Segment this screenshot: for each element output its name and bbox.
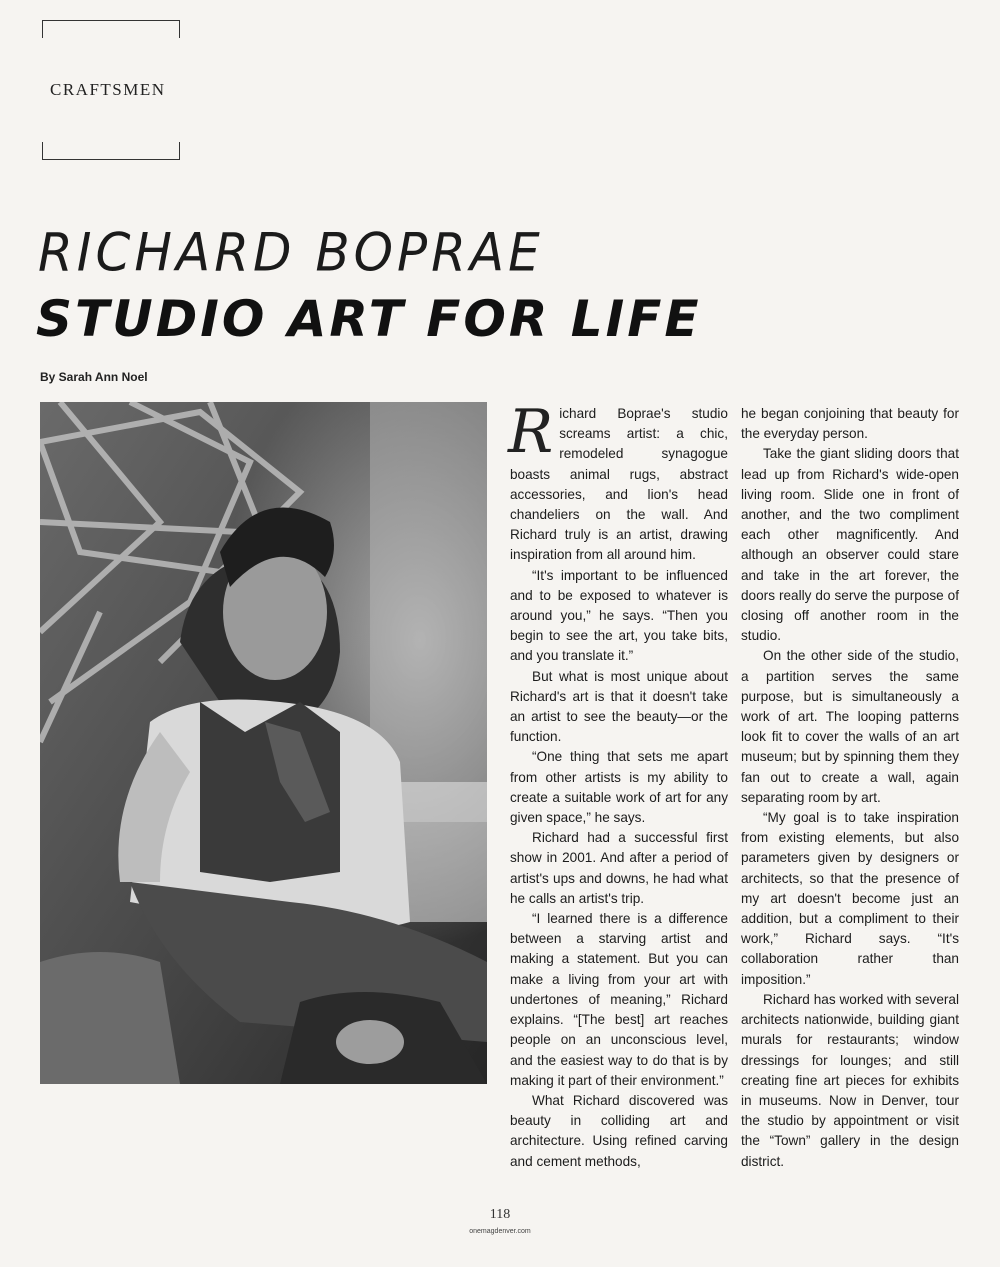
article-column-2	[741, 404, 959, 1172]
article-paragraph: “My goal is to take inspiration from existing elements, but also parameters given by designers or architects, so that the presence of my art doesn't become just an addition, but a compliment to their work,” Richard says. “It's collaboration rather than imposition.”	[741, 810, 959, 987]
website-url: onemagdenver.com	[469, 1228, 531, 1235]
article-paragraph: Richard has worked with several architects nationwide, building giant murals for restaurants; window dressings for lounges; and still creating fine art pieces for exhibits in museums. Now in Denver, tour the studio by appointment or visit the “Town” gallery in the design district.	[741, 991, 959, 1169]
article-paragraph: “It's important to be influenced and to be exposed to whatever is around you,” he says. “Then you begin to see the art, you take bits, and you translate it.”	[510, 567, 728, 664]
section-box	[42, 20, 180, 160]
article-paragraph: he began conjoining that beauty for the everyday person.	[741, 406, 959, 442]
page-number: 118	[489, 1207, 511, 1222]
article-paragraph: Richard had a successful first show in 2001. And after a period of artist's ups and downs, he had what he calls an artist's trip.	[510, 830, 728, 906]
article-paragraph: “One thing that sets me apart from other artists is my ability to create a suitable work of art for any given space,” he says.	[510, 749, 728, 826]
article-column-1	[508, 397, 728, 1172]
headline-subtitle: STUDIO ART FOR LIFE	[36, 290, 702, 348]
article-paragraph: What Richard discovered was beauty in colliding art and architecture. Using refined carving and cement methods,	[510, 1092, 728, 1169]
article-paragraph: “I learned there is a difference between a starving artist and making a statement. But you can make a living from your art with undertones of meaning,” Richard explains. “[The best] art reaches people on an unconscious level, and the easiest way to do that is by making it part of their environment.”	[510, 911, 728, 1088]
article-paragraph: But what is most unique about Richard's art is that it doesn't take an artist to see the beauty—or the function.	[510, 668, 728, 745]
section-label: CRAFTSMEN	[50, 80, 166, 99]
article-paragraph: Take the giant sliding doors that lead up from Richard's wide-open living room. Slide one in front of another, and the two compliment each other magnificently. And although an observer could stare and take in the art forever, the doors really do serve the purpose of closing off another room in the studio.	[741, 446, 959, 644]
portrait-photo	[40, 402, 487, 1084]
drop-cap: R	[508, 397, 554, 467]
article-paragraph: On the other side of the studio, a partition serves the same purpose, but is simultaneously a work of art. The looping patterns look fit to cover the walls of an art museum; but by spinning them they fan out to create a wall, again separating room by art.	[741, 648, 959, 805]
article-paragraph: Richard Boprae's studio screams artist: a chic, remodeled synagogue boasts animal rugs, abstract accessories, and lion's head chandeliers on the wall. And Richard truly is an artist, drawing inspiration from all around him.	[508, 397, 728, 563]
byline: By Sarah Ann Noel	[40, 370, 148, 384]
headline-name: RICHARD BOPRAE	[38, 222, 544, 283]
